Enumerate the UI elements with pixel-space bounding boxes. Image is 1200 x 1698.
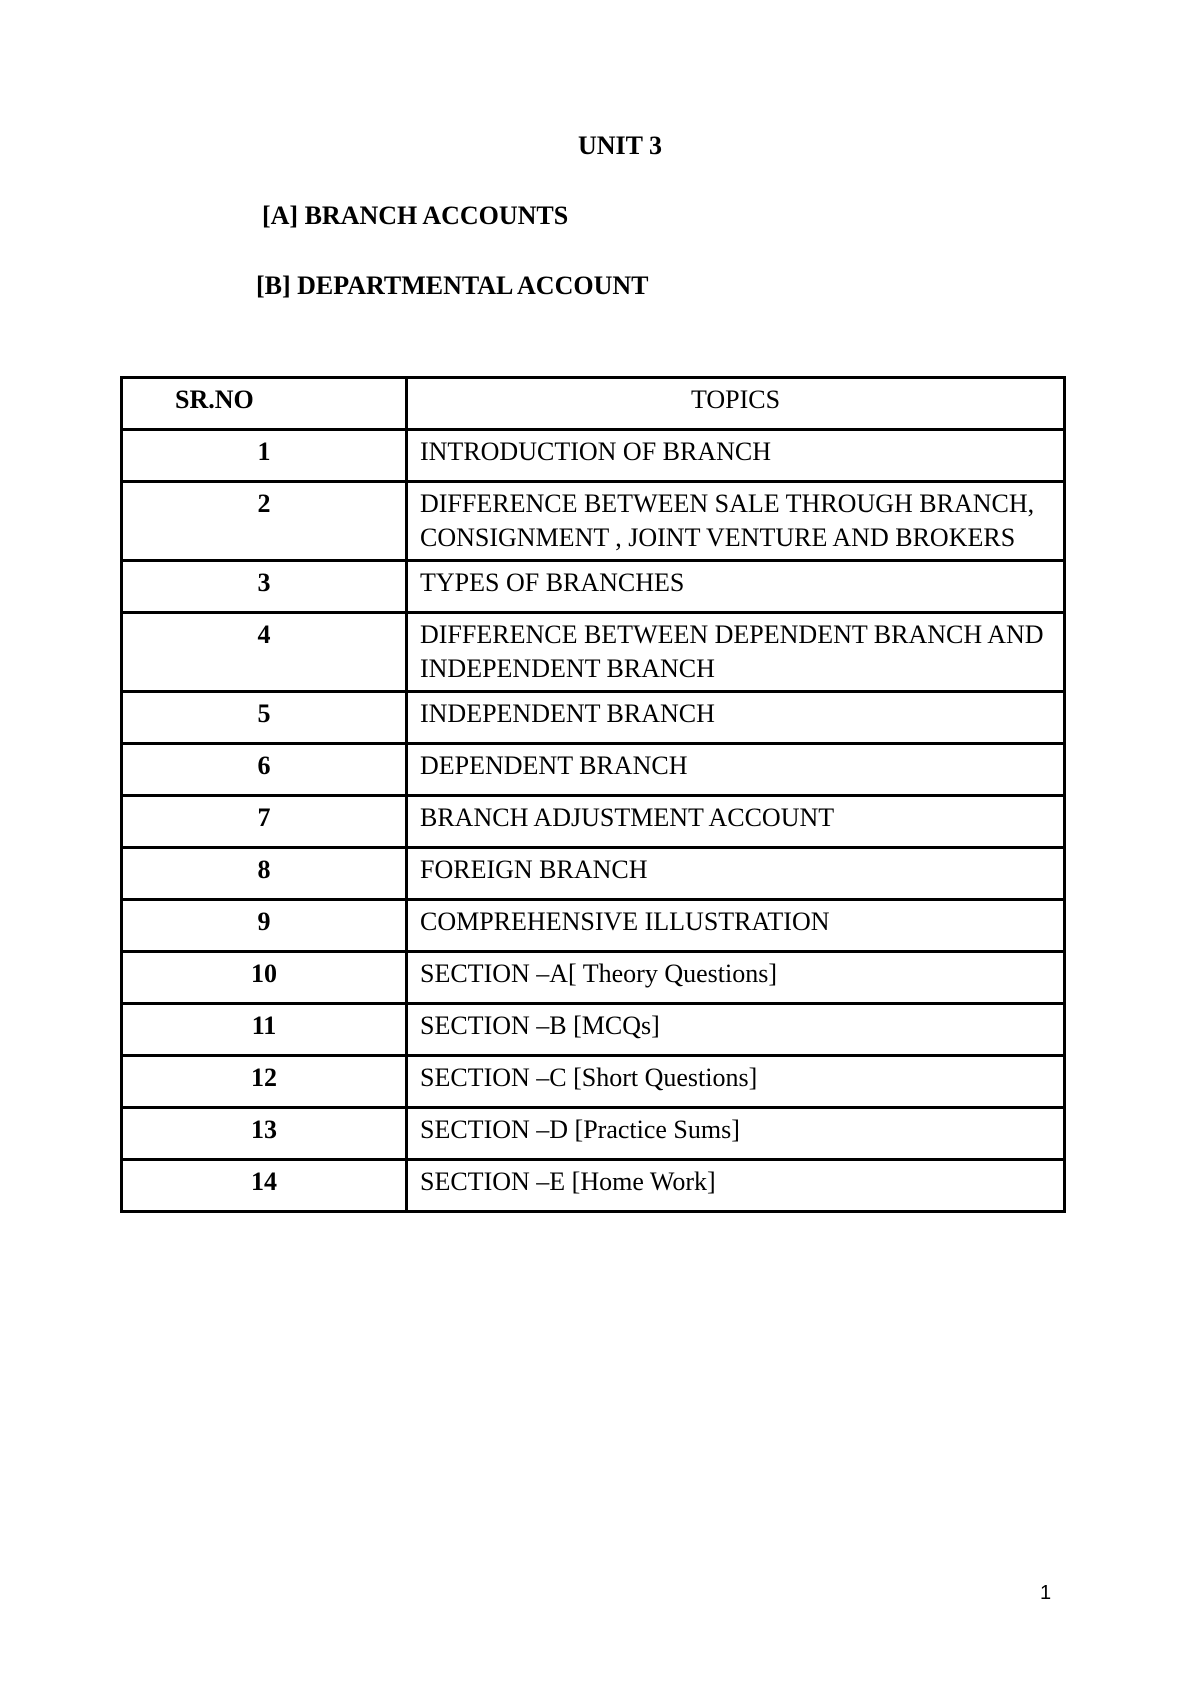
row-topic: INDEPENDENT BRANCH: [407, 692, 1065, 744]
table-row: [122, 1108, 1065, 1160]
row-topic: SECTION –C [Short Questions]: [407, 1056, 1065, 1108]
row-topic: INTRODUCTION OF BRANCH: [407, 430, 1065, 482]
row-topic: DEPENDENT BRANCH: [407, 744, 1065, 796]
row-topic: TYPES OF BRANCHES: [407, 561, 1065, 613]
table-row: [122, 613, 1065, 692]
row-sr-no: 6: [122, 744, 407, 796]
row-sr-no: 9: [122, 900, 407, 952]
heading-departmental-account: [B] DEPARTMENTAL ACCOUNT: [256, 271, 649, 300]
row-topic: SECTION –D [Practice Sums]: [407, 1108, 1065, 1160]
table-row: [122, 744, 1065, 796]
table-row: [122, 848, 1065, 900]
row-sr-no: 14: [122, 1160, 407, 1212]
row-sr-no: 13: [122, 1108, 407, 1160]
row-topic: BRANCH ADJUSTMENT ACCOUNT: [407, 796, 1065, 848]
row-sr-no: 11: [122, 1004, 407, 1056]
header-sr-no: SR.NO: [122, 378, 407, 430]
row-topic: DIFFERENCE BETWEEN DEPENDENT BRANCH AND INDEPENDENT BRANCH: [407, 613, 1065, 692]
page-number: 1: [1040, 1582, 1052, 1604]
table-row: [122, 1056, 1065, 1108]
heading-branch-accounts: [A] BRANCH ACCOUNTS: [262, 201, 569, 230]
table-row: [122, 1004, 1065, 1056]
row-topic: COMPREHENSIVE ILLUSTRATION: [407, 900, 1065, 952]
row-topic: FOREIGN BRANCH: [407, 848, 1065, 900]
table-row: [122, 900, 1065, 952]
table-row: [122, 430, 1065, 482]
topics-table: [120, 376, 1066, 1213]
row-sr-no: 10: [122, 952, 407, 1004]
row-sr-no: 12: [122, 1056, 407, 1108]
row-sr-no: 4: [122, 613, 407, 692]
table-row: [122, 692, 1065, 744]
row-sr-no: 5: [122, 692, 407, 744]
table-row: [122, 561, 1065, 613]
row-sr-no: 8: [122, 848, 407, 900]
row-sr-no: 3: [122, 561, 407, 613]
row-topic: DIFFERENCE BETWEEN SALE THROUGH BRANCH, CONSIGNMENT , JOINT VENTURE AND BROKERS: [407, 482, 1065, 561]
row-topic: SECTION –A[ Theory Questions]: [407, 952, 1065, 1004]
table-row: [122, 1160, 1065, 1212]
row-topic: SECTION –E [Home Work]: [407, 1160, 1065, 1212]
row-sr-no: 2: [122, 482, 407, 561]
header-topics: TOPICS: [407, 378, 1065, 430]
table-header-row: [122, 378, 1065, 430]
unit-title: UNIT 3: [577, 131, 663, 160]
row-topic: SECTION –B [MCQs]: [407, 1004, 1065, 1056]
row-sr-no: 1: [122, 430, 407, 482]
table-row: [122, 482, 1065, 561]
table-row: [122, 952, 1065, 1004]
row-sr-no: 7: [122, 796, 407, 848]
table-row: [122, 796, 1065, 848]
